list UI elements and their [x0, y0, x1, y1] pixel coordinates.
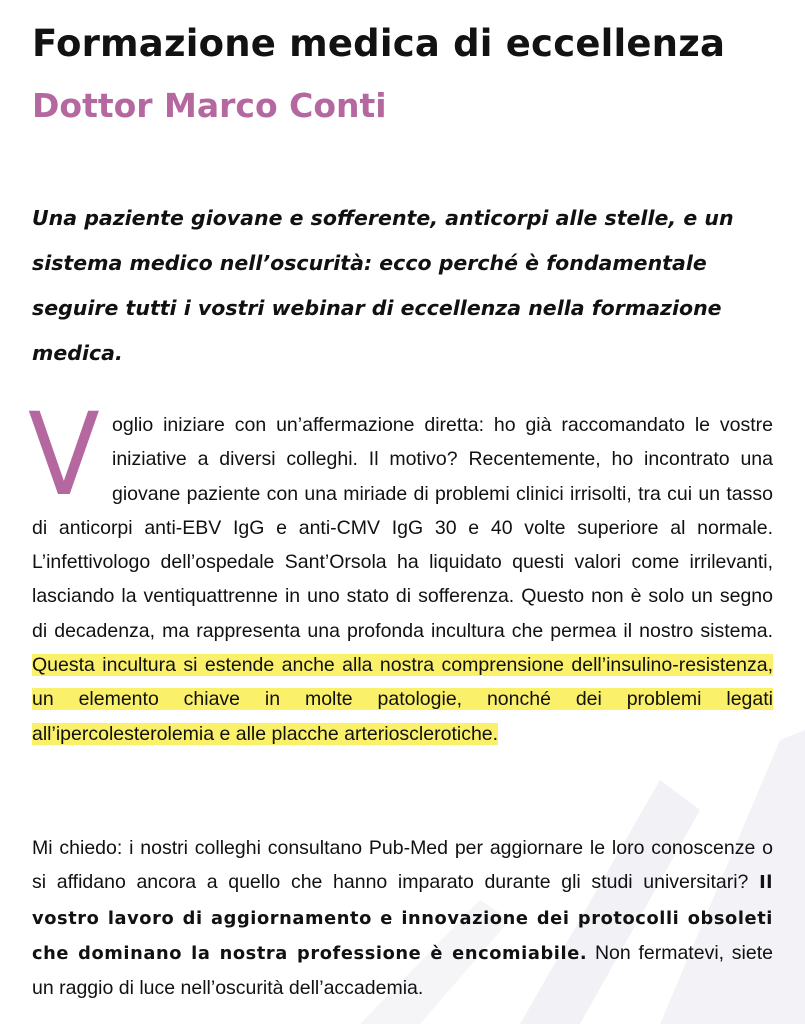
paragraph-2-text: Mi chiedo: i nostri colleghi consultano Pub-Med per aggiornare le loro conoscenze o si affidano ancora a quello che hanno imparato durante gli studi universitari?	[32, 837, 773, 894]
paragraph-2-bold: Il vostro lavoro di aggiornamento e innovazione dei protocolli obsoleti che dominano la nostra professione è encomiabile.	[32, 872, 773, 964]
paragraph-1-text: oglio iniziare con un’affermazione diretta: ho già raccomandato le vostre iniziative a diversi colleghi. Il motivo? Recentemente, ho incontrato una giovane paziente con una miriade di problemi clinici irrisolti, tra cui un tasso di anticorpi anti-EBV IgG e anti-CMV IgG 30 e 40 volte superiore al normale. L’infettivologo dell’ospedale Sant’Orsola ha liquidato questi valori come irrilevanti, lasciando la ventiquattrenne in uno stato di sofferenza. Questo non è solo un segno di decadenza, ma rappresenta una profonda incultura che permea il nostro sistema.	[32, 414, 773, 642]
page-title: Formazione medica di eccellenza	[32, 22, 726, 65]
paragraph-2-closing: Non fermatevi, siete un raggio di luce nell’oscurità dell’accademia.	[32, 941, 773, 1000]
author-name: Dottor Marco Conti	[32, 86, 387, 125]
body-paragraph-1	[32, 408, 773, 751]
highlighted-text: Questa incultura si estende anche alla nostra comprensione dell’insulino-resistenza, un elemento chiave in molte patologie, nonché dei problemi legati all’ipercolesterolemia e alle placche arteriosclerotiche.	[32, 654, 773, 745]
drop-cap: V	[28, 388, 100, 521]
body-paragraph-2	[32, 831, 773, 1005]
lead-paragraph: Una paziente giovane e sofferente, anticorpi alle stelle, e un sistema medico nell’oscurità: ecco perché è fondamentale seguire tutti i vostri webinar di eccellenza nella formazione medica.	[32, 206, 734, 365]
